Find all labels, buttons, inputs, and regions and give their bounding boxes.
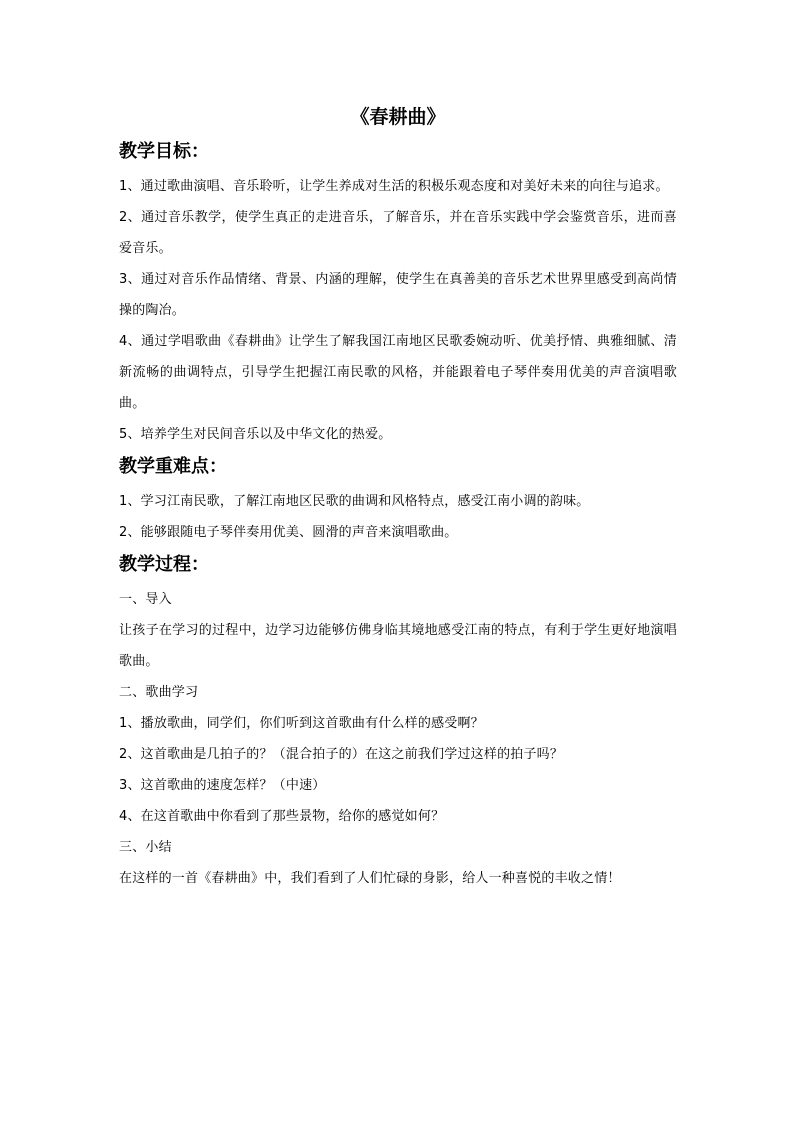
goal-item: 4、通过学唱歌曲《春耕曲》让学生了解我国江南地区民歌委婉动听、优美抒情、典雅细腻、清新流畅的曲调特点，引导学生把握江南民歌的风格，并能跟着电子琴伴奏用优美的声音演唱歌曲。 xyxy=(119,334,677,411)
process-item: 2、这首歌曲是几拍子的？（混合拍子的）在这之前我们学过这样的拍子吗？ xyxy=(119,747,564,762)
process-item: 4、在这首歌曲中你看到了那些景物，给你的感觉如何？ xyxy=(119,809,445,824)
goal-item: 3、通过对音乐作品情绪、背景、内涵的理解，使学生在真善美的音乐艺术世界里感受到高尚情操的陶冶。 xyxy=(119,272,677,318)
section-heading: 教学过程： xyxy=(119,554,209,575)
document-title: 《春耕曲》 xyxy=(350,106,446,128)
process-paragraph: 在这样的一首《春耕曲》中，我们看到了人们忙碌的身影，给人一种喜悦的丰收之情！ xyxy=(119,871,621,886)
key-point-item: 2、能够跟随电子琴伴奏用优美、圆滑的声音来演唱歌曲。 xyxy=(119,525,458,540)
section-heading: 教学重难点： xyxy=(119,456,227,477)
section-key-points xyxy=(119,454,677,548)
process-item: 3、这首歌曲的速度怎样？（中速） xyxy=(119,778,326,793)
process-item: 1、播放歌曲，同学们，你们听到这首歌曲有什么样的感受啊？ xyxy=(119,716,484,731)
key-point-item: 1、学习江南民歌，了解江南地区民歌的曲调和风格特点，感受江南小调的韵味。 xyxy=(119,494,590,509)
goal-item: 2、通过音乐教学，使学生真正的走进音乐，了解音乐，并在音乐实践中学会鉴赏音乐，进而喜爱音乐。 xyxy=(119,210,677,256)
process-paragraph: 让孩子在学习的过程中，边学习边能够仿佛身临其境地感受江南的特点，有利于学生更好地演唱歌曲。 xyxy=(119,623,677,669)
goal-item: 5、培养学生对民间音乐以及中华文化的热爱。 xyxy=(119,427,392,442)
process-subheading: 三、小结 xyxy=(119,840,172,855)
section-teaching-goals xyxy=(119,139,677,450)
section-heading: 教学目标： xyxy=(119,141,209,162)
section-teaching-process xyxy=(119,552,677,894)
process-subheading: 一、导入 xyxy=(119,592,172,607)
document-body xyxy=(119,103,677,898)
process-subheading: 二、歌曲学习 xyxy=(119,685,199,700)
goal-item: 1、通过歌曲演唱、音乐聆听，让学生养成对生活的积极乐观态度和对美好未来的向往与追求。 xyxy=(119,179,669,194)
